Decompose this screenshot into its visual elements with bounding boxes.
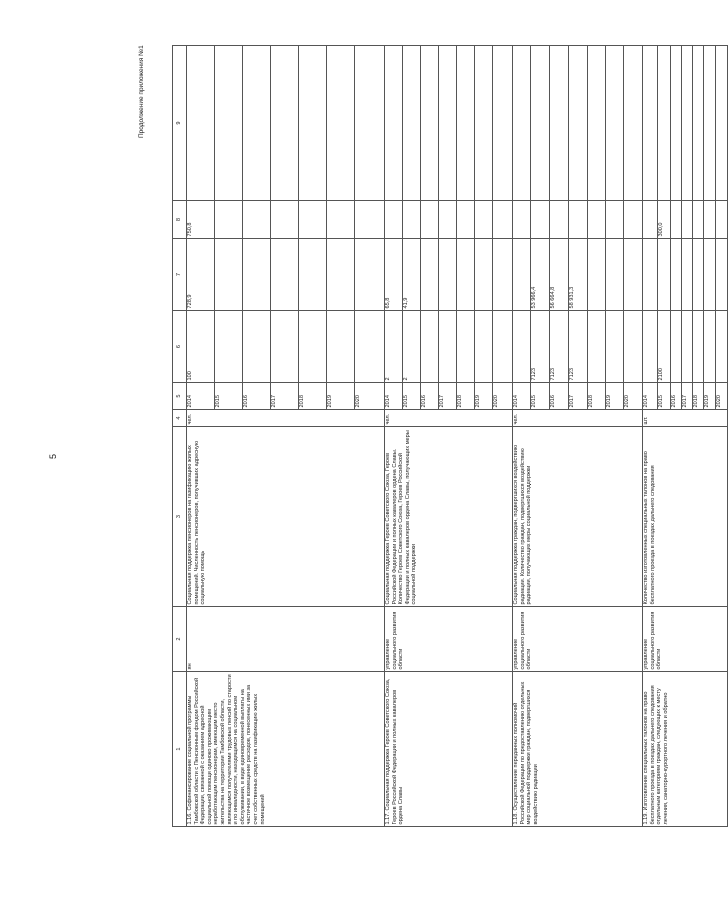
col6-cell [588, 239, 606, 311]
col5-cell [421, 311, 439, 383]
col7-cell [385, 201, 403, 239]
col7-cell [243, 201, 271, 239]
col7-cell [643, 201, 658, 239]
col6-cell [327, 239, 355, 311]
year-cell: 2020 [493, 383, 513, 410]
table-row [643, 46, 658, 827]
col8-cell [682, 46, 693, 201]
col5-cell [457, 311, 475, 383]
col7-cell [671, 201, 682, 239]
col6-cell [624, 239, 643, 311]
measure-cell: 1.16. Софинансирование социальной программы Тамбовской области с Пенсионным фондом Российской Федерации, связанной с оказанием адресной социальной помощи одиноко проживающим неработающим пенсионерам, имеющим место жительства на территории Тамбовской области, являющимся получателями трудовых пенсий по старости и по инвалидности, находящимся на социальном обслуживании, в виде единовременной выплаты на частичное возмещение расходов, понесенных ими за счет собственных средств на газификацию жилых помещений [187, 672, 385, 827]
year-cell: 2018 [693, 383, 704, 410]
col5-cell [588, 311, 606, 383]
col6-cell [421, 239, 439, 311]
year-cell: 2018 [588, 383, 606, 410]
executor-cell: управление социального развития области [513, 607, 643, 672]
col7-cell: 300,0 [658, 201, 671, 239]
col5-cell [693, 311, 704, 383]
col7-cell [457, 201, 475, 239]
col7-cell [421, 201, 439, 239]
indicator-cell: Социальная поддержка Героев Советского Союза, Героев Российской Федерации и полных кавалеров ордена Славы. Количество Героев Советского Союза, Героев Российской Федерации и полных кавалеров ордена Славы, получающих меры социальной поддержки [385, 427, 513, 607]
table-row [513, 46, 531, 827]
year-cell: 2015 [403, 383, 421, 410]
col6-cell [439, 239, 457, 311]
col6-cell: 65,8 [385, 239, 403, 311]
measure-cell: 1.19. Изготовление специальных талонов на право бесплатного проезда в поездах дальнего следования отдельным категориям граждан, следующих к месту лечения, санаторно-курортного лечения и обратно [643, 672, 728, 827]
col8-cell [299, 46, 327, 201]
col8-cell [658, 46, 671, 201]
measure-cell: 1.17. Социальная поддержка Героев Советского Союза, Героев Российской Федерации и полных кавалеров ордена Славы [385, 672, 513, 827]
year-cell: 2020 [716, 383, 728, 410]
col6-cell [215, 239, 243, 311]
col8-cell [271, 46, 299, 201]
col7-cell [531, 201, 550, 239]
col6-cell [671, 239, 682, 311]
col6-cell [658, 239, 671, 311]
col5-cell [439, 311, 457, 383]
col8-cell [606, 46, 624, 201]
col6-cell [299, 239, 327, 311]
col5-cell [243, 311, 271, 383]
year-cell: 2019 [475, 383, 493, 410]
col8-cell [643, 46, 658, 201]
col8-cell [531, 46, 550, 201]
year-cell: 2015 [531, 383, 550, 410]
col8-cell [439, 46, 457, 201]
col6-cell: 41,9 [403, 239, 421, 311]
col6-cell [475, 239, 493, 311]
year-cell: 2018 [457, 383, 475, 410]
year-cell: 2019 [704, 383, 716, 410]
col8-cell [243, 46, 271, 201]
col-header-5: 5 [173, 383, 187, 410]
col-header-6: 6 [173, 311, 187, 383]
executor-cell: ян [187, 607, 385, 672]
col8-cell [493, 46, 513, 201]
col8-cell [569, 46, 588, 201]
col6-cell [693, 239, 704, 311]
unit-cell: шт. [643, 410, 728, 427]
col7-cell [493, 201, 513, 239]
col6-cell [606, 239, 624, 311]
col8-cell [355, 46, 385, 201]
year-cell: 2017 [569, 383, 588, 410]
year-cell: 2018 [299, 383, 327, 410]
table-row [187, 46, 215, 827]
col5-cell: 7123 [569, 311, 588, 383]
year-cell: 2016 [421, 383, 439, 410]
col-header-2: 2 [173, 607, 187, 672]
unit-cell: чел. [385, 410, 513, 427]
col8-cell [327, 46, 355, 201]
year-cell: 2014 [513, 383, 531, 410]
col5-cell [513, 311, 531, 383]
col8-cell [457, 46, 475, 201]
year-cell: 2016 [671, 383, 682, 410]
col5-cell [271, 311, 299, 383]
col8-cell [704, 46, 716, 201]
col7-cell [624, 201, 643, 239]
program-table [172, 45, 728, 827]
col7-cell [355, 201, 385, 239]
measure-cell: 1.18. Осуществление переданных полномочий Российской Федерации по предоставлению отдельных мер социальной поддержки граждан, подвергшихся воздействию радиации [513, 672, 643, 827]
col5-cell [355, 311, 385, 383]
indicator-cell: Количество изготовленных специальных талонов на право бесплатного проезда в поездах дальнего следования [643, 427, 728, 607]
year-cell: 2017 [271, 383, 299, 410]
col7-cell [271, 201, 299, 239]
col5-cell [475, 311, 493, 383]
col7-cell [475, 201, 493, 239]
col8-cell [475, 46, 493, 201]
unit-cell: чел. [187, 410, 385, 427]
col5-cell [493, 311, 513, 383]
col7-cell [439, 201, 457, 239]
col7-cell [588, 201, 606, 239]
col6-cell [243, 239, 271, 311]
executor-cell: управление социального развития области [643, 607, 728, 672]
col6-cell [704, 239, 716, 311]
header-row [173, 46, 187, 827]
year-cell: 2019 [606, 383, 624, 410]
executor-cell: управление социального развития области [385, 607, 513, 672]
continuation-note: Продолжение приложения №1 [138, 45, 145, 138]
year-cell: 2020 [355, 383, 385, 410]
col7-cell [569, 201, 588, 239]
page-number: 5 [48, 453, 58, 459]
col8-cell [671, 46, 682, 201]
col7-cell [299, 201, 327, 239]
col5-cell: 7123 [550, 311, 569, 383]
col8-cell [215, 46, 243, 201]
col6-cell: 58 931,3 [569, 239, 588, 311]
col8-cell [693, 46, 704, 201]
col-header-8: 8 [173, 201, 187, 239]
col6-cell [682, 239, 693, 311]
col6-cell [355, 239, 385, 311]
col5-cell [704, 311, 716, 383]
col5-cell [299, 311, 327, 383]
col5-cell [682, 311, 693, 383]
col6-cell: 728,9 [187, 239, 215, 311]
col8-cell [624, 46, 643, 201]
col6-cell [493, 239, 513, 311]
col7-cell [550, 201, 569, 239]
col-header-3: 3 [173, 427, 187, 607]
year-cell: 2014 [385, 383, 403, 410]
unit-cell: чел. [513, 410, 643, 427]
table-row [385, 46, 403, 827]
year-cell: 2014 [643, 383, 658, 410]
col5-cell: 7123 [531, 311, 550, 383]
col5-cell: 2100 [658, 311, 671, 383]
year-cell: 2014 [187, 383, 215, 410]
indicator-cell: Социальная поддержка граждан, подвергшихся воздействию радиации. Количество граждан, подвергшихся воздействию радиации, получающих меры социальной поддержки [513, 427, 643, 607]
col6-cell [643, 239, 658, 311]
col-header-4: 4 [173, 410, 187, 427]
col-header-1: 1 [173, 672, 187, 827]
col6-cell: 56 664,8 [550, 239, 569, 311]
col6-cell [716, 239, 728, 311]
col5-cell [716, 311, 728, 383]
col5-cell [624, 311, 643, 383]
col8-cell [187, 46, 215, 201]
col8-cell [716, 46, 728, 201]
col5-cell: 100 [187, 311, 215, 383]
col5-cell [215, 311, 243, 383]
col-header-7: 7 [173, 239, 187, 311]
indicator-cell: Социальная поддержка пенсионеров на газификацию жилых помещений. Численность пенсионеров, получивших адресную социальную помощь [187, 427, 385, 607]
year-cell: 2017 [439, 383, 457, 410]
year-cell: 2016 [243, 383, 271, 410]
col5-cell: 2 [385, 311, 403, 383]
col7-cell [693, 201, 704, 239]
col7-cell [704, 201, 716, 239]
col5-cell [671, 311, 682, 383]
year-cell: 2017 [682, 383, 693, 410]
col8-cell [421, 46, 439, 201]
col5-cell [643, 311, 658, 383]
col-header-9: 9 [173, 46, 187, 201]
col5-cell [327, 311, 355, 383]
col5-cell [606, 311, 624, 383]
col7-cell [716, 201, 728, 239]
col8-cell [403, 46, 421, 201]
col8-cell [385, 46, 403, 201]
col6-cell [271, 239, 299, 311]
col8-cell [550, 46, 569, 201]
year-cell: 2019 [327, 383, 355, 410]
year-cell: 2016 [550, 383, 569, 410]
year-cell: 2020 [624, 383, 643, 410]
col7-cell [682, 201, 693, 239]
col7-cell: 750,8 [187, 201, 215, 239]
col7-cell [215, 201, 243, 239]
col6-cell: 53 966,4 [531, 239, 550, 311]
col7-cell [513, 201, 531, 239]
col7-cell [606, 201, 624, 239]
year-cell: 2015 [658, 383, 671, 410]
col8-cell [513, 46, 531, 201]
col5-cell: 2 [403, 311, 421, 383]
col7-cell [327, 201, 355, 239]
col6-cell [513, 239, 531, 311]
col8-cell [588, 46, 606, 201]
col7-cell [403, 201, 421, 239]
year-cell: 2015 [215, 383, 243, 410]
col6-cell [457, 239, 475, 311]
